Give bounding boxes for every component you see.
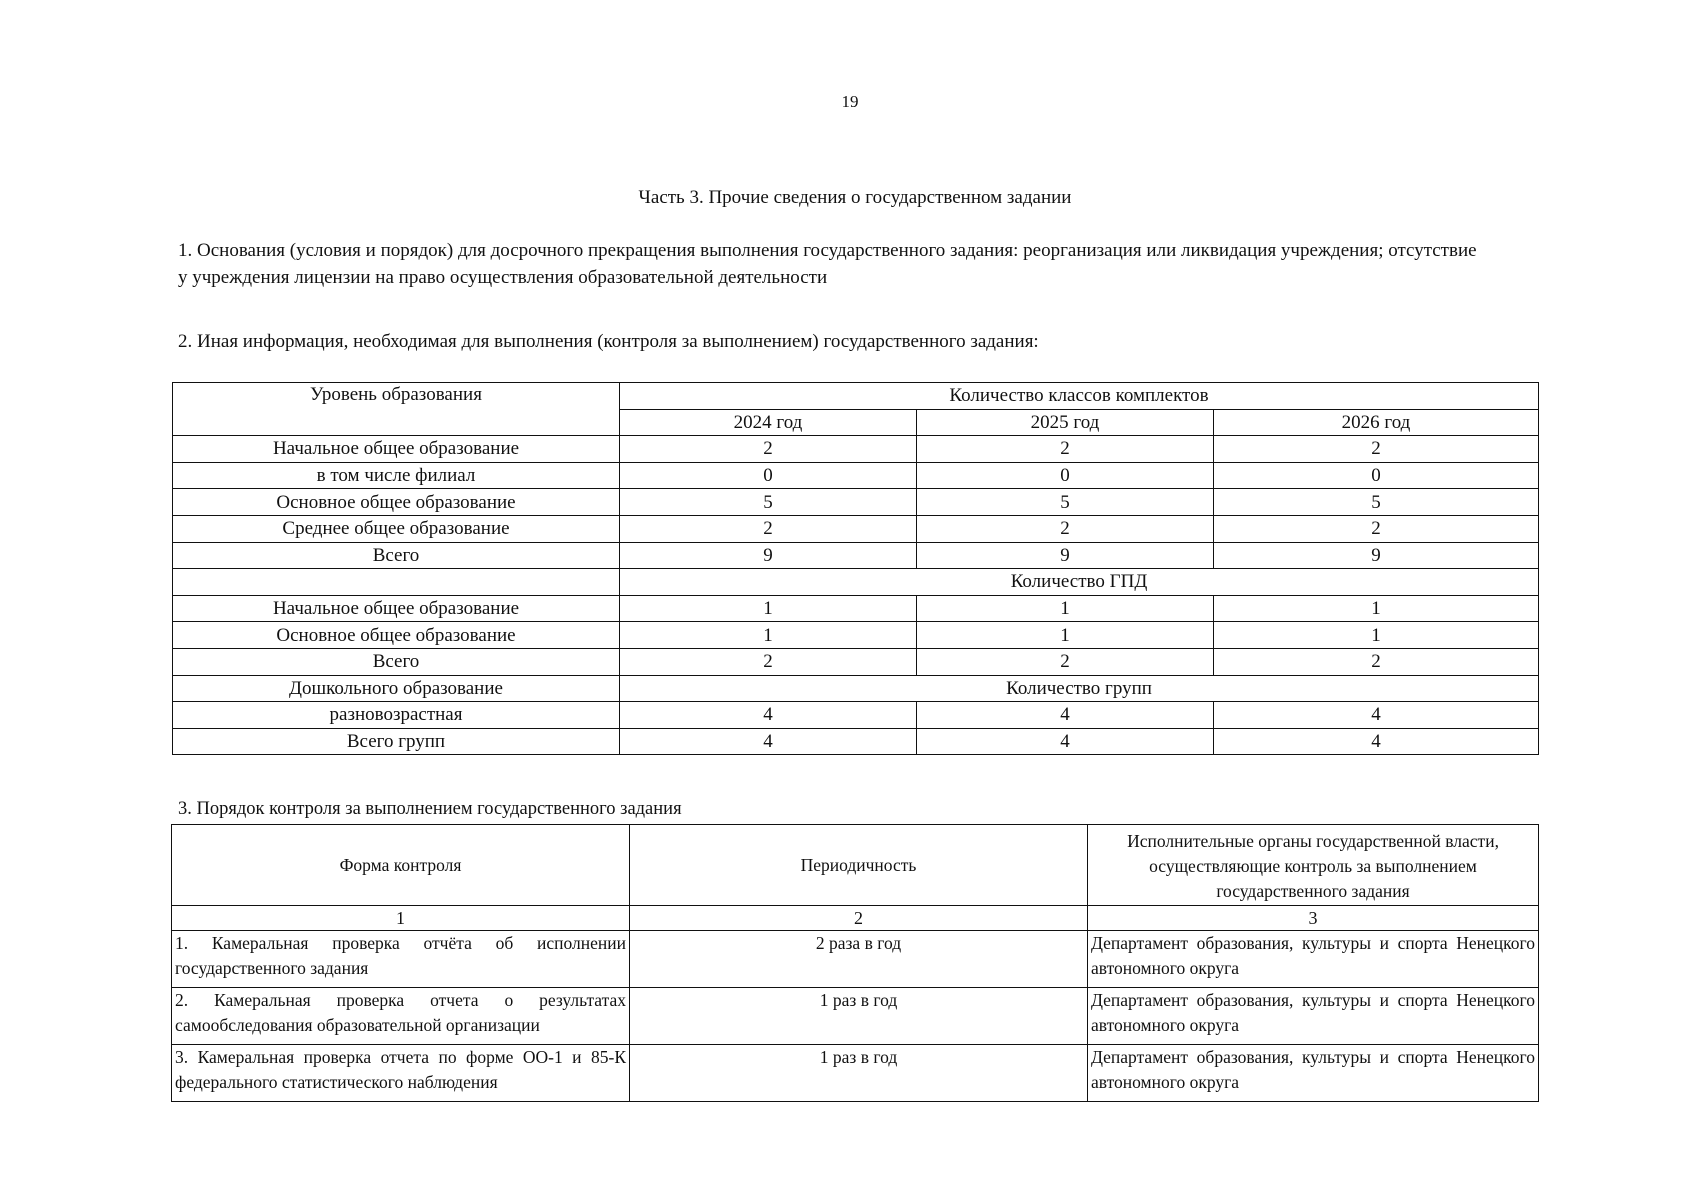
classes-table xyxy=(172,382,1539,755)
control-form-cell: 1. Камеральная проверка отчёта об исполнении государственного задания xyxy=(172,931,630,988)
table-row xyxy=(173,462,1539,489)
table-row xyxy=(173,702,1539,729)
cell-value: 2 xyxy=(1214,648,1539,675)
cell-value: 2 xyxy=(917,436,1214,463)
table-row xyxy=(173,622,1539,649)
cell-value: 9 xyxy=(917,542,1214,569)
cell-value: 4 xyxy=(917,702,1214,729)
cell-value: 5 xyxy=(620,489,917,516)
table-header-row xyxy=(173,383,1539,410)
row-label: Всего групп xyxy=(173,728,620,755)
column-number: 3 xyxy=(1088,906,1539,931)
cell-value: 1 xyxy=(917,622,1214,649)
header-control-form: Форма контроля xyxy=(172,825,630,906)
row-label: Основное общее образование xyxy=(173,622,620,649)
empty-cell xyxy=(173,569,620,596)
control-table xyxy=(171,824,1539,1102)
cell-value: 4 xyxy=(917,728,1214,755)
row-label: Всего xyxy=(173,542,620,569)
header-group-count: Количество групп xyxy=(620,675,1539,702)
cell-value: 2 xyxy=(620,436,917,463)
cell-value: 2 xyxy=(917,515,1214,542)
row-label-preschool: Дошкольного образование xyxy=(173,675,620,702)
paragraph-termination-grounds: 1. Основания (условия и порядок) для досрочного прекращения выполнения государственного задания: реорганизация или ликвидация учреждения; отсутствие у учреждения лицензии на право осуществления образовательной деятельности xyxy=(178,240,1477,288)
cell-value: 5 xyxy=(1214,489,1539,516)
cell-value: 1 xyxy=(620,595,917,622)
header-periodicity: Периодичность xyxy=(630,825,1088,906)
row-label: Всего xyxy=(173,648,620,675)
table-row xyxy=(173,515,1539,542)
header-year: 2024 год xyxy=(620,409,917,436)
cell-value: 0 xyxy=(1214,462,1539,489)
row-label: Начальное общее образование xyxy=(173,595,620,622)
header-education-level: Уровень образования xyxy=(173,383,620,436)
row-label: Основное общее образование xyxy=(173,489,620,516)
column-number-row xyxy=(172,906,1539,931)
cell-value: 9 xyxy=(620,542,917,569)
periodicity-cell: 2 раза в год xyxy=(630,931,1088,988)
row-label: разновозрастная xyxy=(173,702,620,729)
column-number: 2 xyxy=(630,906,1088,931)
cell-value: 4 xyxy=(1214,702,1539,729)
table-row xyxy=(173,436,1539,463)
part-title: Часть 3. Прочие сведения о государственном задании xyxy=(638,187,1072,208)
table-row xyxy=(172,988,1539,1045)
cell-value: 9 xyxy=(1214,542,1539,569)
authority-cell: Департамент образования, культуры и спорта Ненецкого автономного округа xyxy=(1088,988,1539,1045)
cell-value: 0 xyxy=(620,462,917,489)
cell-value: 2 xyxy=(1214,515,1539,542)
cell-value: 1 xyxy=(1214,595,1539,622)
header-year: 2026 год xyxy=(1214,409,1539,436)
table-row xyxy=(173,648,1539,675)
cell-value: 5 xyxy=(917,489,1214,516)
table-header-row xyxy=(172,825,1539,906)
table-section-row xyxy=(173,675,1539,702)
cell-value: 2 xyxy=(620,515,917,542)
table-row xyxy=(173,595,1539,622)
paragraph-other-info: 2. Иная информация, необходимая для выполнения (контроля за выполнением) государственного задания: xyxy=(178,331,1039,352)
row-label: в том числе филиал xyxy=(173,462,620,489)
cell-value: 1 xyxy=(620,622,917,649)
header-gpd-count: Количество ГПД xyxy=(620,569,1539,596)
header-authorities: Исполнительные органы государственной власти, осуществляющие контроль за выполнением государственного задания xyxy=(1088,825,1539,906)
paragraph-control-procedure: 3. Порядок контроля за выполнением государственного задания xyxy=(178,799,682,819)
control-form-cell: 2. Камеральная проверка отчета о результатах самообследования образовательной организации xyxy=(172,988,630,1045)
table-row xyxy=(172,931,1539,988)
column-number: 1 xyxy=(172,906,630,931)
authority-cell: Департамент образования, культуры и спорта Ненецкого автономного округа xyxy=(1088,1045,1539,1102)
control-form-cell: 3. Камеральная проверка отчета по форме ОО-1 и 85-К федерального статистического наблюдения xyxy=(172,1045,630,1102)
header-year: 2025 год xyxy=(917,409,1214,436)
header-class-count: Количество классов комплектов xyxy=(620,383,1539,410)
cell-value: 4 xyxy=(1214,728,1539,755)
table-row xyxy=(172,1045,1539,1102)
authority-cell: Департамент образования, культуры и спорта Ненецкого автономного округа xyxy=(1088,931,1539,988)
cell-value: 0 xyxy=(917,462,1214,489)
row-label: Начальное общее образование xyxy=(173,436,620,463)
periodicity-cell: 1 раз в год xyxy=(630,1045,1088,1102)
cell-value: 2 xyxy=(917,648,1214,675)
periodicity-cell: 1 раз в год xyxy=(630,988,1088,1045)
cell-value: 4 xyxy=(620,702,917,729)
table-row xyxy=(173,489,1539,516)
page-number: 19 xyxy=(841,92,859,111)
table-section-row xyxy=(173,569,1539,596)
cell-value: 4 xyxy=(620,728,917,755)
table-row xyxy=(173,728,1539,755)
cell-value: 1 xyxy=(917,595,1214,622)
cell-value: 2 xyxy=(1214,436,1539,463)
row-label: Среднее общее образование xyxy=(173,515,620,542)
cell-value: 1 xyxy=(1214,622,1539,649)
cell-value: 2 xyxy=(620,648,917,675)
table-row xyxy=(173,542,1539,569)
